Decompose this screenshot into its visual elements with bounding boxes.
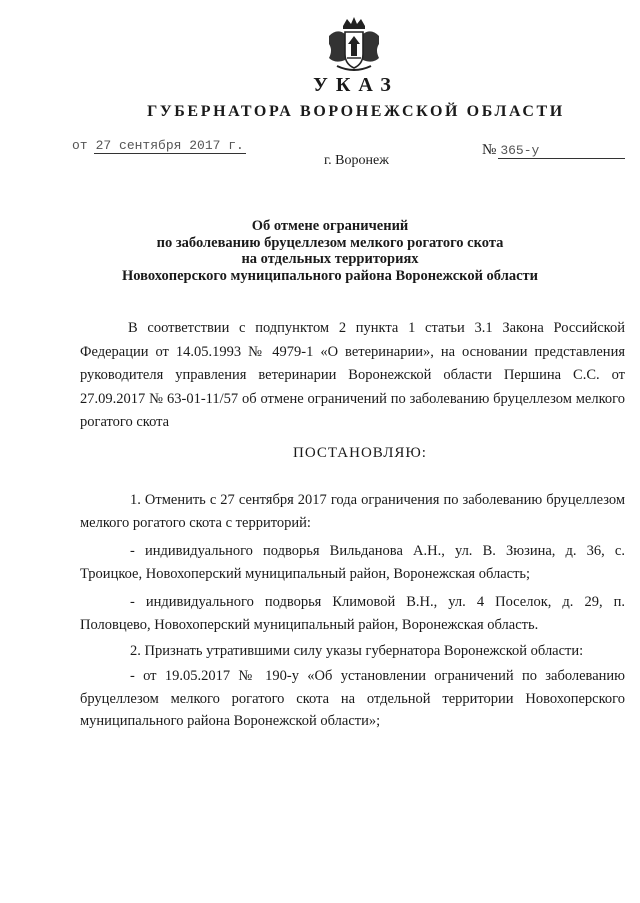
subject-line-4: Новохоперского муниципального района Воронежской области [121,267,538,284]
number-value: 365-у [498,143,625,159]
document-number [482,142,625,159]
subject-line-1: Об отмене ограничений [251,218,409,234]
decree-word: ПОСТАНОВЛЯЮ: [293,445,427,461]
date-prefix: от [72,138,88,153]
city: г. Воронеж [324,153,389,168]
item-1: 1. Отменить с 27 сентября 2017 года ограничения по заболеванию бруцеллезом мелкого рогатого скота с территорий: [80,492,625,531]
number-symbol: № [482,142,497,158]
document-subject [80,218,580,284]
issuer-title: ГУБЕРНАТОРА ВОРОНЕЖСКОЙ ОБЛАСТИ [147,103,565,120]
date-value: 27 сентября 2017 г. [95,138,244,153]
item-2: 2. Признать утратившими силу указы губернатора Воронежской области: [130,642,584,659]
item-1-sub-1: - индивидуального подворья Вильданова А.Н., ул. В. Зюзина, д. 36, с. Троицкое, Новохоперский муниципальный район, Воронежская область; [80,543,625,582]
document-type-title: УКАЗ [313,74,399,96]
item-1-sub-2: - индивидуального подворья Климовой В.Н., ул. 4 Поселок, д. 29, п. Половцево, Новохоперский муниципальный район, Воронежская область. [80,594,625,633]
preamble-paragraph: В соответствии с подпунктом 2 пункта 1 статьи 3.1 Закона Российской Федерации от 14.05.1993 № 4979-1 «О ветеринарии», на основании представления руководителя управления ветеринарии Воронежской области Першина С.С. от 27.09.2017 № 63-01-11/57 об отмене ограничений по заболеванию бруцеллезом мелкого рогатого скота [80,320,625,431]
subject-line-2: по заболеванию бруцеллезом мелкого рогатого скота [156,234,504,251]
item-2-sub-1: - от 19.05.2017 № 190-у «Об установлении ограничений по заболеванию бруцеллезом мелкого рогатого скота на отдельной территории Новохоперского муниципального района Воронежской области»; [80,668,625,730]
date-line [72,138,246,153]
subject-line-3: на отдельных территориях [241,251,419,267]
coat-of-arms-icon [323,14,385,76]
decree-items [80,489,625,739]
